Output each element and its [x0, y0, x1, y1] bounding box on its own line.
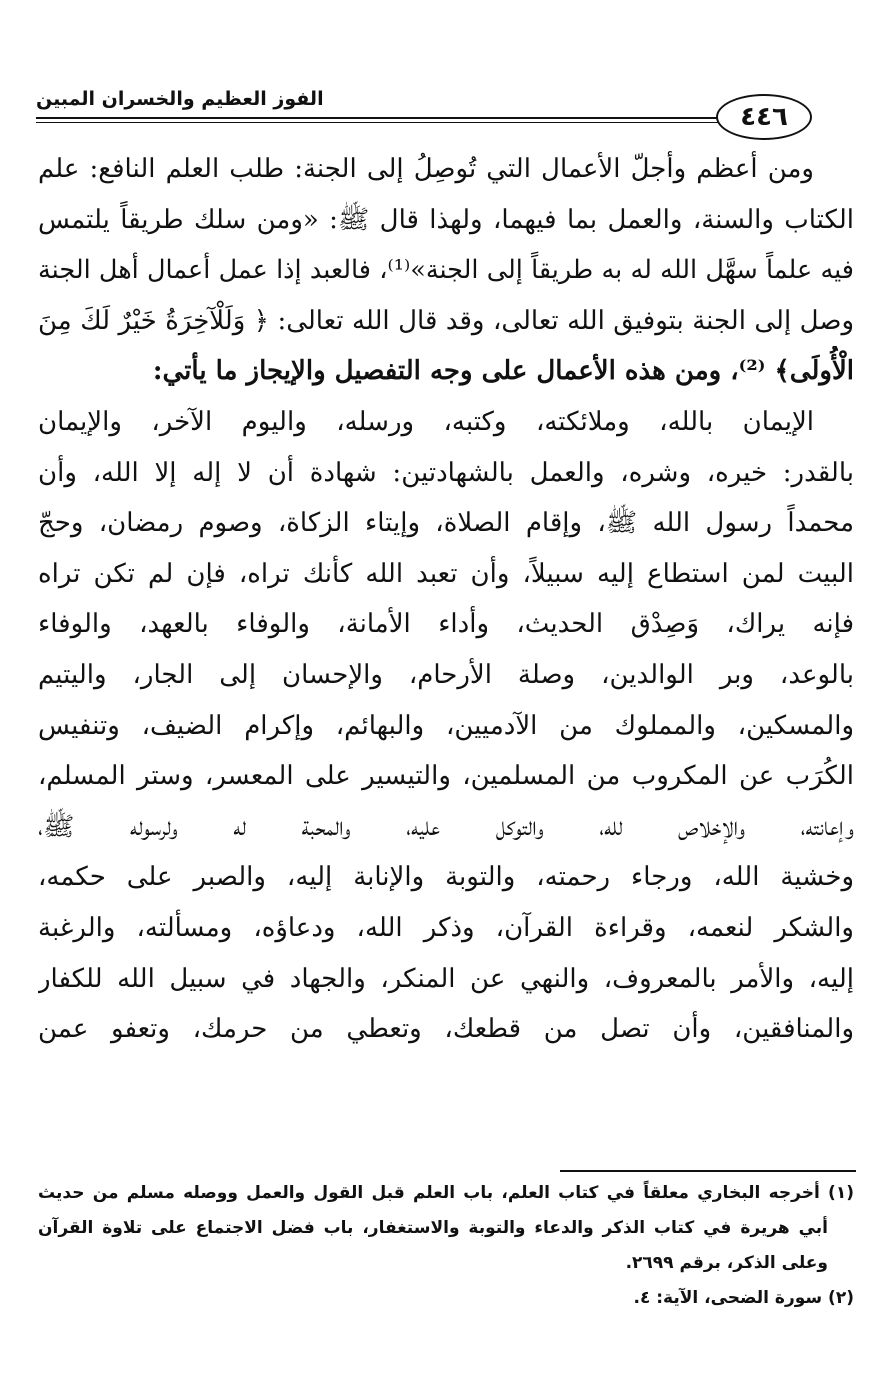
- text-line: ومن أعظم وأجلّ الأعمال التي تُوصِلُ إلى الجنة: طلب العلم النافع: علم: [38, 154, 814, 184]
- text-line: إليه، والأمر بالمعروف، والنهي عن المنكر، والجهاد في سبيل الله للكفار: [38, 963, 854, 994]
- footnotes: [38, 1176, 854, 1316]
- header-rule: [36, 117, 718, 119]
- footnote-line: أبي هريرة في كتاب الذكر والدعاء والتوبة والاستغفار، باب فضل الاجتماع على تلاوة القرآن: [38, 1218, 828, 1238]
- page-number: ٤٤٦: [740, 102, 788, 132]
- text-line: الْأُولَى﴾ ⁽²⁾، ومن هذه الأعمال على وجه التفصيل والإيجاز ما يأتي:: [152, 356, 854, 387]
- text-line: فإنه يراك، وَصِدْق الحديث، وأداء الأمانة، والوفاء بالعهد، والوفاء: [38, 609, 854, 640]
- text-line: فيه علماً سهَّل الله له به طريقاً إلى الجنة»⁽¹⁾، فالعبد إذا عمل أعمال أهل الجنة: [38, 255, 854, 286]
- text-line: وخشية الله، ورجاء رحمته، والتوبة والإنابة إليه، والصبر على حكمه،: [38, 862, 854, 893]
- text-line: وصل إلى الجنة بتوفيق الله تعالى، وقد قال الله تعالى: ﴿ وَلَلْآخِرَةُ خَيْرٌ لَكَ مِنَ: [38, 305, 854, 336]
- text-line: والمنافقين، وأن تصل من قطعك، وتعطي من حرمك، وتعفو عمن: [38, 1014, 854, 1045]
- text-line: محمداً رسول الله ﷺ، وإقام الصلاة، وإيتاء الزكاة، وصوم رمضان، وحجّ: [38, 508, 854, 539]
- header-rule-thin: [36, 122, 718, 123]
- text-line: الإيمان بالله، وملائكته، وكتبه، ورسله، واليوم الآخر، والإيمان: [38, 406, 814, 437]
- running-header-title: الفوز العظيم والخسران المبين: [36, 88, 324, 110]
- text-line: الكتاب والسنة، والعمل بما فيهما، ولهذا قال ﷺ: «ومن سلك طريقاً يلتمس: [38, 204, 854, 235]
- text-line: والشكر لنعمه، وقراءة القرآن، وذكر الله، ودعاؤه، ومسألته، والرغبة: [38, 912, 854, 943]
- text-line: الكُرَب عن المكروب من المسلمين، والتيسير على المعسر، وستر المسلم،: [38, 761, 854, 792]
- footnote-separator: [560, 1170, 856, 1172]
- footnote-line: (١) أخرجه البخاري معلقاً في كتاب العلم، باب العلم قبل القول والعمل ووصله مسلم من حديث: [38, 1183, 854, 1203]
- footnote-line: (٢) سورة الضحى، الآية: ٤.: [633, 1288, 854, 1308]
- text-line: البيت لمن استطاع إليه سبيلاً، وأن تعبد الله كأنك تراه، فإن لم تكن تراه: [38, 558, 854, 589]
- text-line: والمسكين، والمملوك من الآدميين، والبهائم، وإكرام الضيف، وتنفيس: [38, 710, 854, 741]
- text-line: وإعانته، والإخلاص لله، والتوكل عليه، والمحبة له ولرسوله ﷺ،: [38, 811, 854, 842]
- footnote-line: وعلى الذكر، برقم ٢٦٩٩.: [625, 1253, 828, 1273]
- text-line: بالقدر: خيره، وشره، والعمل بالشهادتين: شهادة أن لا إله إلا الله، وأن: [38, 457, 854, 488]
- text-line: بالوعد، وبر الوالدين، وصلة الأرحام، والإحسان إلى الجار، واليتيم: [38, 659, 854, 690]
- main-text: [38, 144, 854, 1055]
